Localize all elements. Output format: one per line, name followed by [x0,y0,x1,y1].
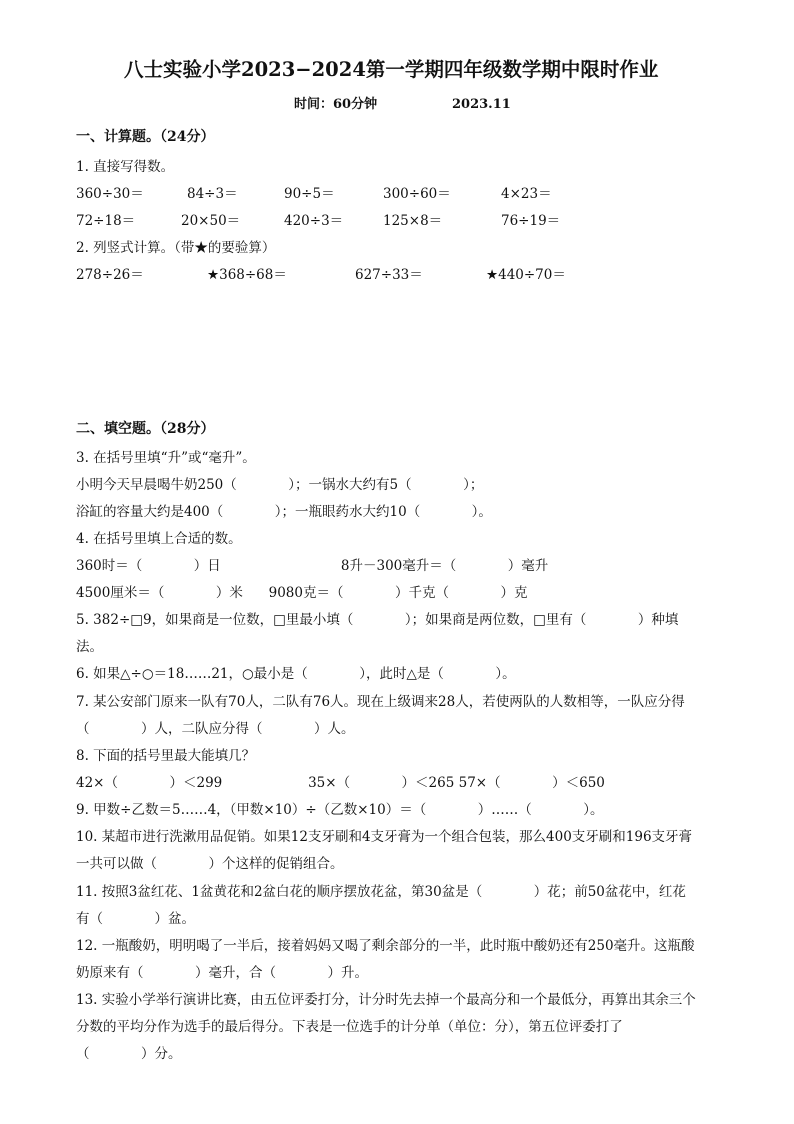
fill-line: 8. 下面的括号里最大能填几？ [76,748,256,764]
fill-line: 奶原来有（ ）毫升，合（ ）升。 [76,965,368,981]
vertical-calc-item: ★368÷68＝ [207,267,287,283]
fill-line: 小明今天早晨喝牛奶250（ ）；一锅水大约有5（ ）； [76,477,484,493]
vertical-calc-item: 627÷33＝ [355,267,423,283]
fill-line: 分数的平均分作为选手的最后得分。下表是一位选手的计分单（单位：分），第五位评委打了 [76,1019,623,1035]
fill-line: 7. 某公安部门原来一队有70人，二队有76人。现在上级调来28人，若使两队的人数相等，一队应分得 [76,694,685,710]
fill-line: 42×（ ）＜299 35×（ ）＜265 57×（ ）＜650 [76,775,605,791]
fill-line: 3. 在括号里填“升”或“毫升”。 [76,450,256,466]
fill-line: 12. 一瓶酸奶，明明喝了一半后，接着妈妈又喝了剩余部分的一半，此时瓶中酸奶还有250毫升。这瓶酸 [76,938,695,954]
calc-item: 125×8＝ [383,213,443,229]
fill-line: 10. 某超市进行洗漱用品促销。如果12支牙刷和4支牙膏为一个组合包装，那么400支牙刷和196支牙膏 [76,829,693,845]
fill-line: 法。 [76,639,103,655]
exam-date: 2023.11 [452,97,511,112]
fill-line: 6. 如果△÷○＝18……21，○最小是（ ），此时△是（ ）。 [76,666,516,682]
time-limit: 时间：60分钟 [294,97,378,112]
fill-line: 浴缸的容量大约是400（ ）；一瓶眼药水大约10（ ）。 [76,504,492,520]
calc-item: 4×23＝ [501,186,552,202]
calc-item: 420÷3＝ [284,213,344,229]
fill-line: 一共可以做（ ）个这样的促销组合。 [76,856,344,872]
section-2-heading: 二、填空题。（28分） [76,421,215,437]
fill-line: （ ）分。 [76,1046,182,1062]
q2-label: 2. 列竖式计算。（带★的要验算） [76,240,276,256]
vertical-calc-item: ★440÷70＝ [486,267,566,283]
calc-item: 72÷18＝ [76,213,136,229]
vertical-calc-item: 278÷26＝ [76,267,144,283]
fill-line: （ ）人，二队应分得（ ）人。 [76,721,355,737]
section-1-heading: 一、计算题。（24分） [76,129,215,145]
calc-item: 90÷5＝ [284,186,335,202]
page-title: 八士实验小学2023−2024第一学期四年级数学期中限时作业 [124,58,659,81]
fill-line: 4. 在括号里填上合适的数。 [76,531,242,547]
calc-item: 20×50＝ [181,213,241,229]
fill-line: 11. 按照3盆红花、1盆黄花和2盆白花的顺序摆放花盆，第30盆是（ ）花；前50盆花中，红花 [76,884,686,900]
calc-item: 300÷60＝ [383,186,451,202]
fill-line: 9. 甲数÷乙数＝5……4，（甲数×10）÷（乙数×10）＝（ ）……（ ）。 [76,802,604,818]
calc-item: 76÷19＝ [501,213,561,229]
calc-item: 360÷30＝ [76,186,144,202]
fill-line: 4500厘米＝（ ）米 9080克＝（ ）千克（ ）克 [76,585,528,601]
fill-line: 13. 实验小学举行演讲比赛，由五位评委打分，计分时先去掉一个最高分和一个最低分，再算出其余三个 [76,992,696,1008]
fill-line: 有（ ）盆。 [76,911,195,927]
fill-line: 360时＝（ ）日 8升－300毫升＝（ ）毫升 [76,558,549,574]
calc-item: 84÷3＝ [187,186,238,202]
fill-line: 5. 382÷□9，如果商是一位数，□里最小填（ ）；如果商是两位数，□里有（ ）种填 [76,612,679,628]
q1-label: 1. 直接写得数。 [76,159,175,175]
